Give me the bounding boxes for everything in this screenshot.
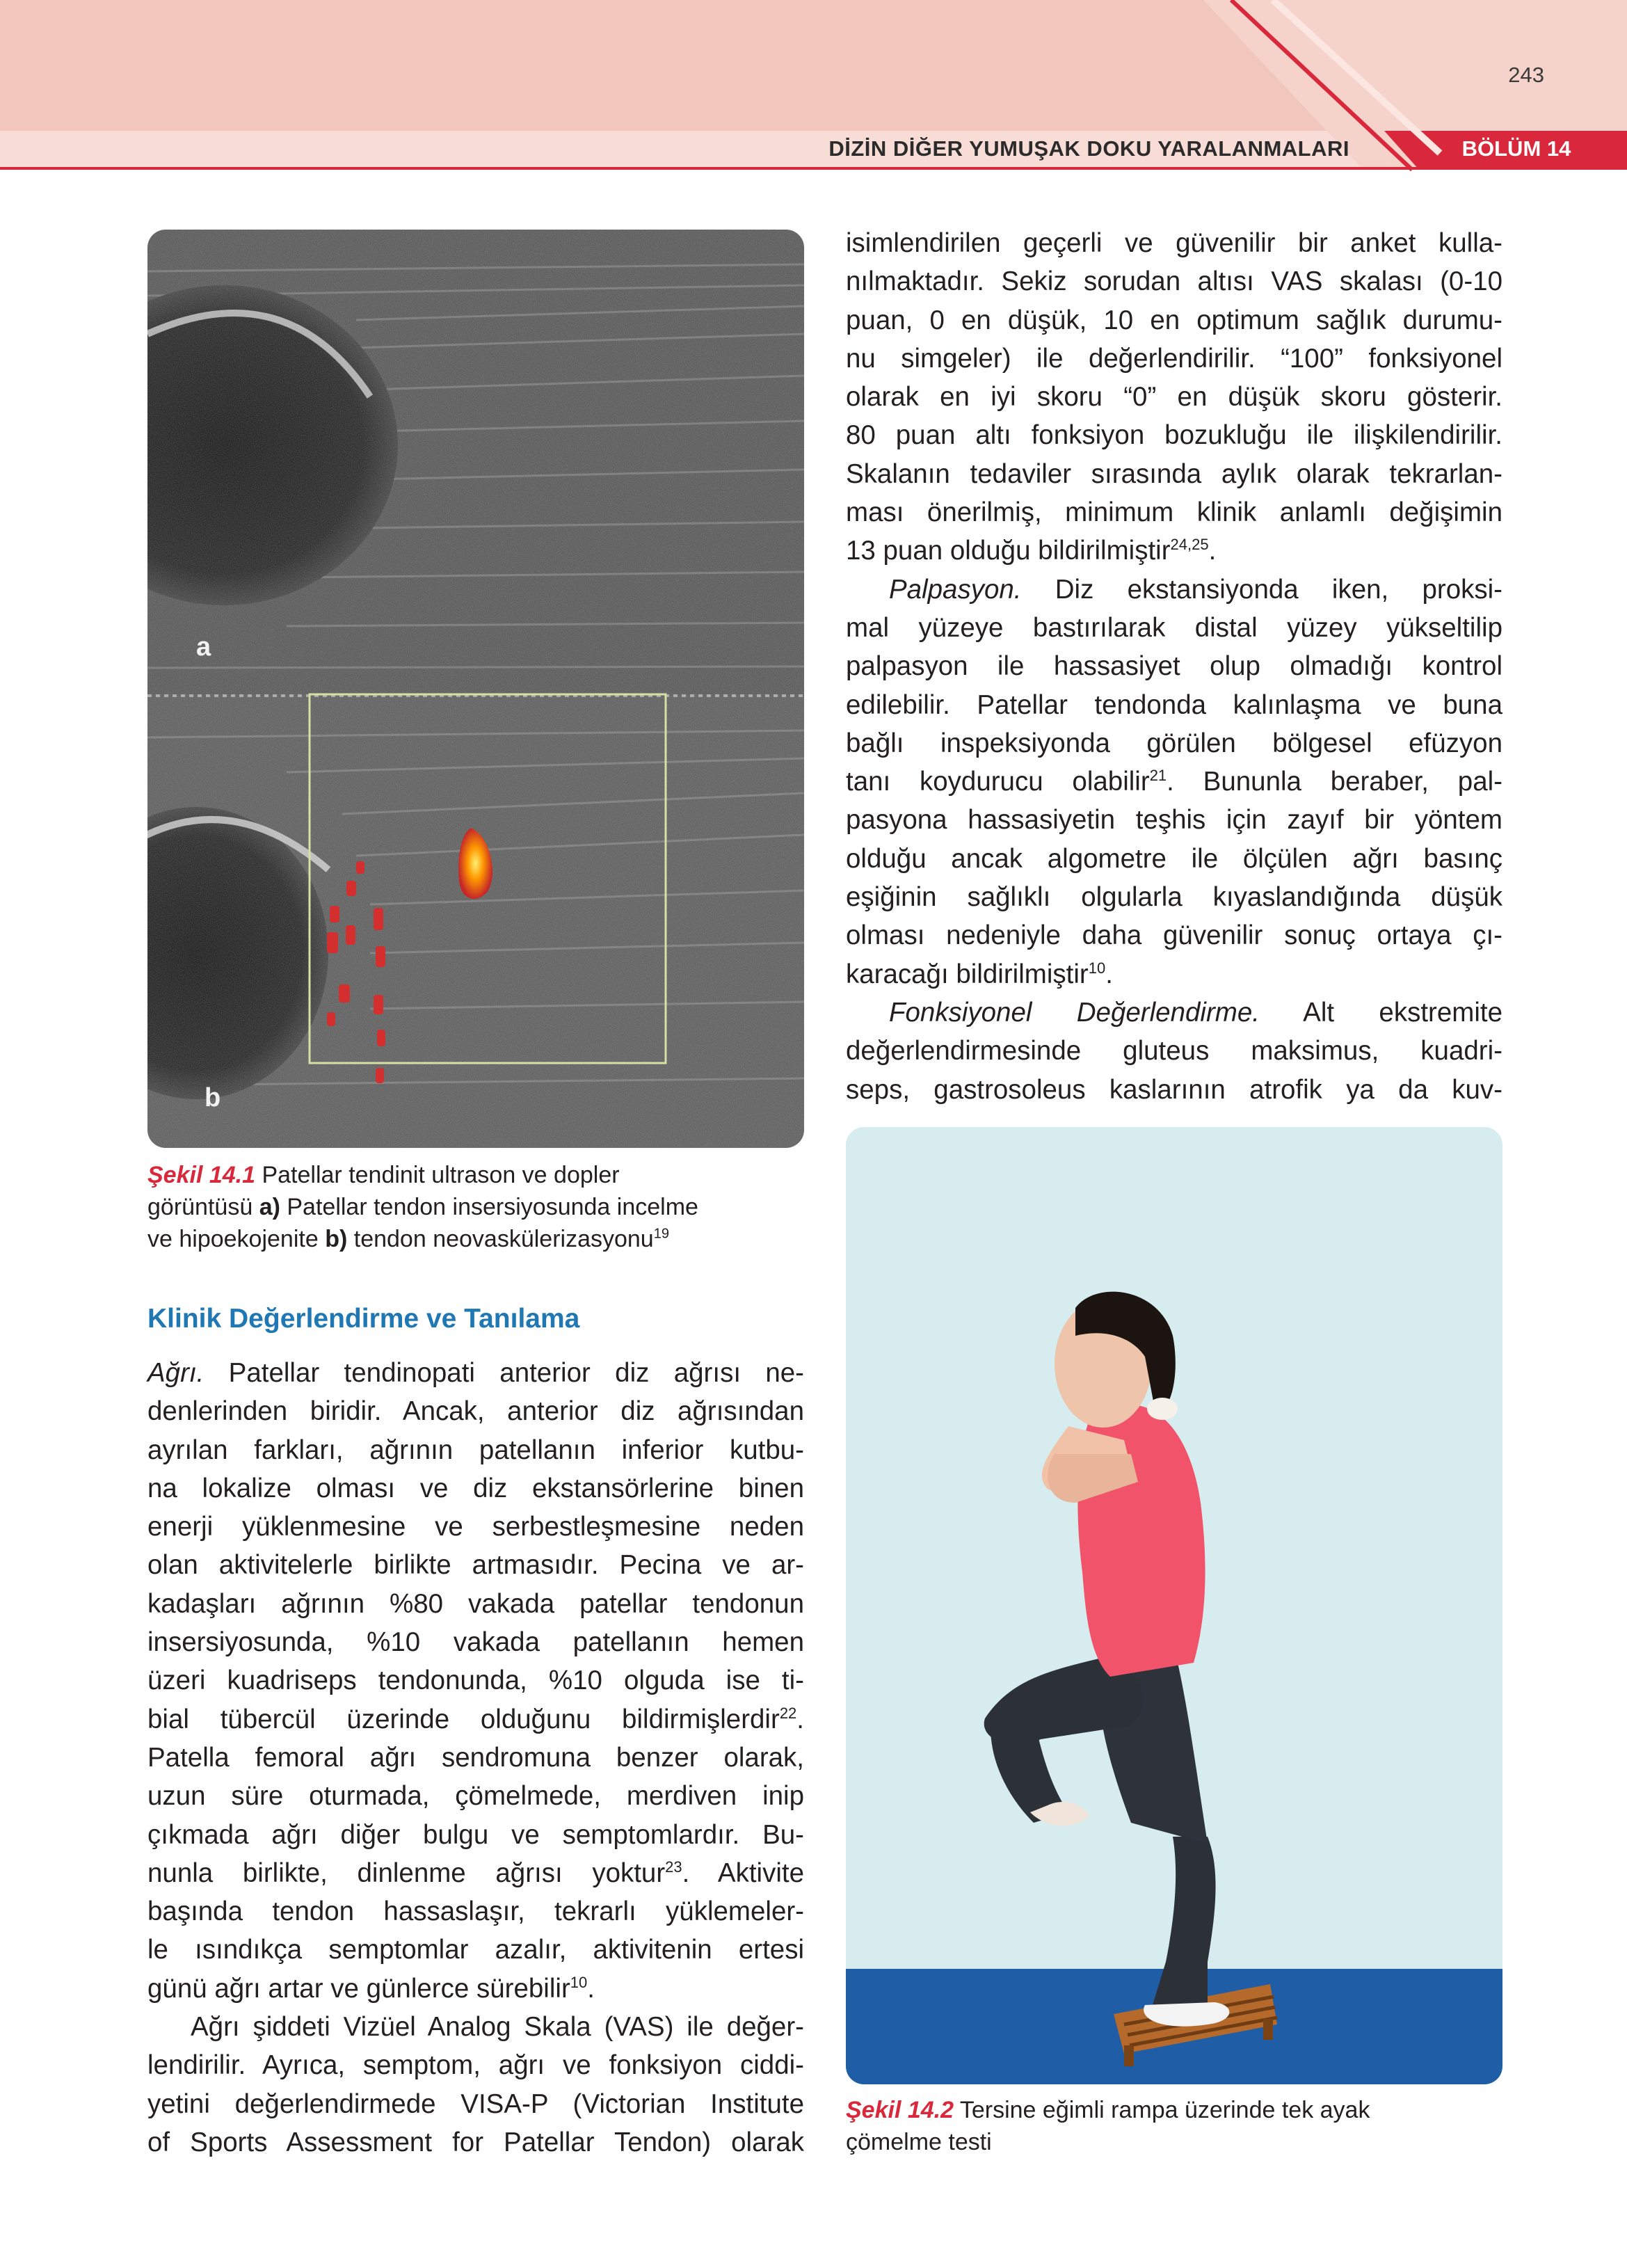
figure-squat-photo: [846, 1127, 1502, 2084]
right-paragraphs: isimlendirilen geçerli ve güvenilir bir anket kulla- nılmaktadır. Sekiz sorudan altısı VAS skalası (0-10 puan, 0 en düşük, 10 en optimum sağlık durumu- nu simgeler) ile değerlendirilir. “100” fonksiyonel olarak en iyi skoru “0” en düşük skoru gösterir. 80 puan altı fonksiyon bozukluğu ile ilişkilendirilir. Skalanın tedaviler sırasında aylık olarak tekrarlan- ması önerilmiş, minimum klinik anlamlı değişimin 13 puan olduğu bildirilmiştir$^{24,25}$. Palpasyon. Diz ekstansiyonda iken, proksi- mal yüzeye bastırılarak distal yüzey yükseltilip palpasyon ile hassasiyet olup olmadığı kontrol edilebilir. Patellar tendonda kalınlaşma ve buna bağlı inspeksiyonda görülen bölgesel efüzyon tanı koydurucu olabilir$^{21}$. Bununla beraber, pal- pasyona hassasiyetin teşhis için zayıf bir yöntem olduğu ancak algometre ile ölçülen ağrı basınç eşiğinin sağlıklı olgularla kıyaslandığında düşük olması nedeniyle daha güvenilir sonuç ortaya çı- karacağı bildirilmiştir$^{10}$. Fonksiyonel Değerlendirme. Alt ekstremite değerlendirmesinde gluteus maksimus, kuadri- seps, gastrosoleus kaslarının atrofik ya da kuv-: [846, 228, 1502, 1105]
caption-label: Şekil 14.1: [147, 1162, 256, 1188]
header-rule: [0, 167, 1627, 170]
run-in-heading: Ağrı.: [147, 1358, 205, 1388]
panel-b-label: b: [205, 1083, 221, 1112]
section-heading: Klinik Değerlendirme ve Tanılama: [147, 1304, 580, 1334]
chapter-label: BÖLÜM 14: [1461, 136, 1571, 161]
panel-a-label: a: [196, 632, 211, 662]
running-title: DİZİN DİĞER YUMUŞAK DOKU YARALANMALARI: [828, 136, 1349, 161]
caption-label: Şekil 14.2: [846, 2097, 954, 2123]
figure2-caption: Şekil 14.2 Tersine eğimli rampa üzerinde tek ayak çömelme testi: [846, 2097, 1370, 2155]
figure1-caption: Şekil 14.1 Patellar tendinit ultrason ve dopler görüntüsü a) Patellar tendon insersiyosunda incelme ve hipoekojenite b) tendon neovaskülerizasyonu$^{19}$: [147, 1162, 698, 1252]
page-number: 243: [1508, 63, 1544, 87]
figure-ultrasound: [147, 230, 804, 1148]
left-paragraph-agri: Ağrı. Patellar tendinopati anterior diz ağrısı ne- denlerinden biridir. Ancak, anterior diz ağrısından ayrılan farkları, ağrının patellanın inferior kutbu- na lokalize olması ve diz ekstansörlerine binen enerji yüklenmesine ve serbestleşmesine neden olan aktivitelerle birlikte artmasıdır. Pecina ve ar- kadaşları ağrının %80 vakada patellar tendonun insersiyosunda, %10 vakada patellanın hemen üzeri kuadriseps tendonunda, %10 olguda ise ti- bial tübercül üzerinde olduğunu bildirmişlerdir$^{22}$. Patella femoral ağrı sendromuna benzer olarak, uzun süre oturmada, çömelmede, merdiven inip çıkmada ağrı diğer bulgu ve semptomlardır. Bu- nunla birlikte, dinlenme ağrısı yoktur$^{23}$. Aktivite başında tendon hassaslaşır, tekrarlı yüklemeler- le ısındıkça semptomlar azalır, aktivitenin ertesi günü ağrı artar ve günlerce sürebilir$^{10}$. Ağrı şiddeti Vizüel Analog Skala (VAS) ile değer- lendirilir. Ayrıca, semptom, ağrı ve fonksiyon ciddi- yetini değerlendirmede VISA-P (Victorian Institute of Sports Assessment for Patellar Tendon) olarak: [147, 1358, 805, 2157]
run-in-heading: Palpasyon.: [889, 574, 1022, 605]
run-in-heading: Fonksiyonel Değerlendirme.: [889, 997, 1260, 1028]
